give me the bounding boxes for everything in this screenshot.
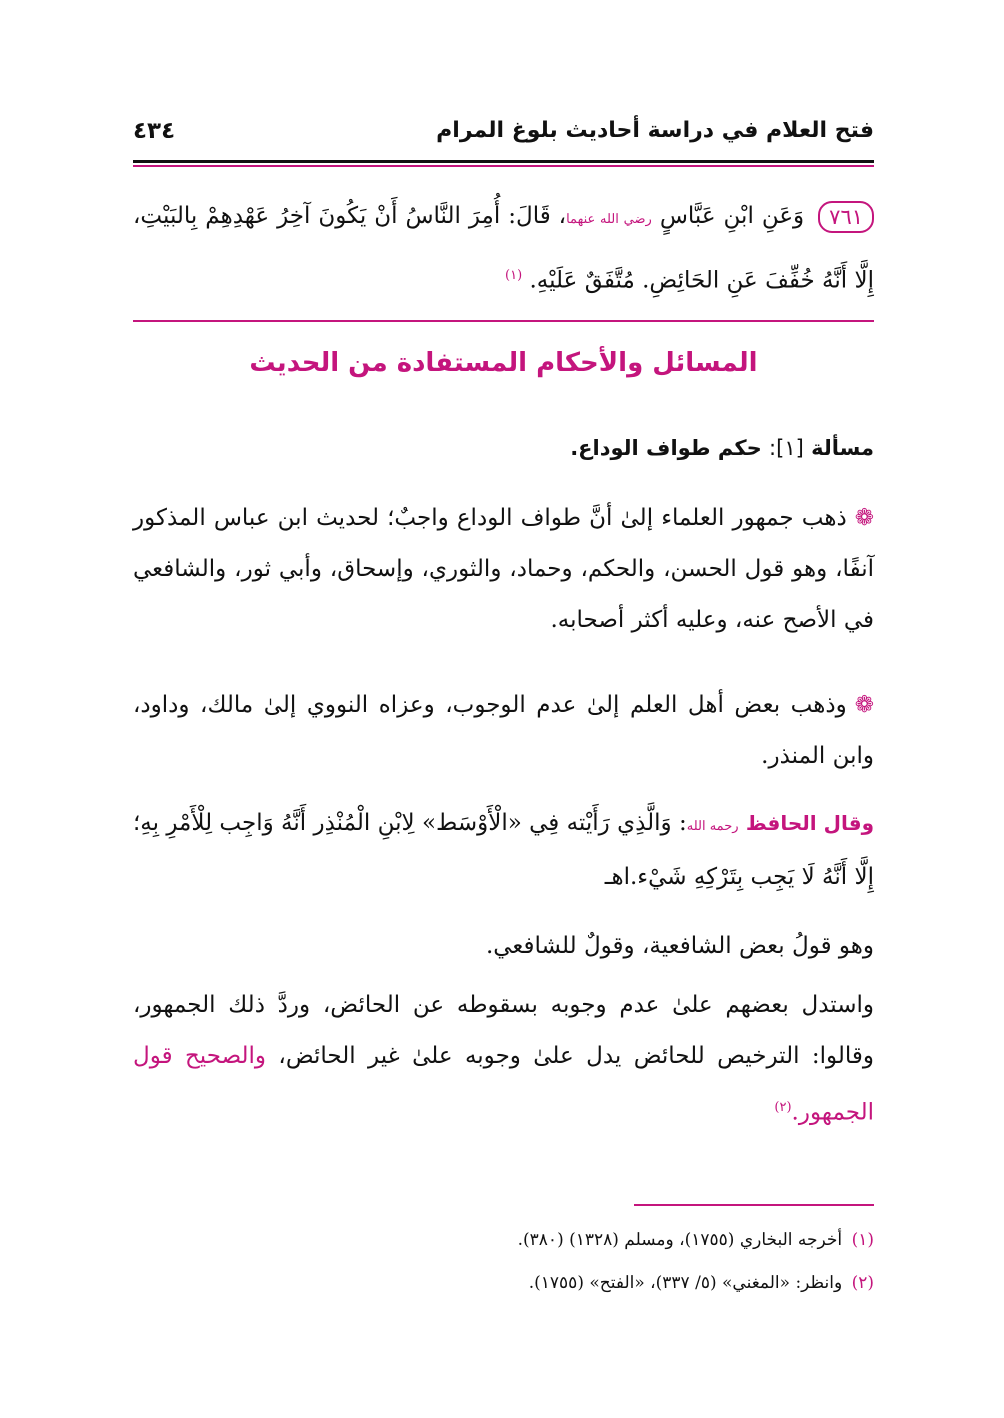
footnote-number: (١) [851,1230,874,1250]
hadith-narrator: وَعَنِ ابْنِ عَبَّاسٍ [659,203,805,229]
issue-number: [١]: [769,436,804,460]
issue-heading [570,436,874,460]
paragraph-shafii: وهو قولُ بعض الشافعية، وقولٌ للشافعي. [485,933,874,959]
hadith-divider [133,320,874,322]
footnote-text: وانظر: «المغني» (٥/ ٣٣٧)، «الفتح» (١٧٥٥). [528,1273,843,1293]
hadith-number-badge: ٧٦١ [818,201,874,233]
footnote-2 [529,1271,874,1295]
conclusion-text: والصحيح قول الجمهور. [133,1043,874,1126]
issue-label: مسألة [811,436,874,460]
page-number: ٤٣٤ [133,118,176,144]
issue-title: حكم طواف الوداع. [570,436,762,460]
footnote-number: (٢) [851,1273,874,1293]
paragraph-text: ذهب جمهور العلماء إلىٰ أنَّ طواف الوداع واجبٌ؛ لحديث ابن عباس المذكور آنفًا، وهو قول الحسن، والحكم، وحماد، والثوري، وإسحاق، وأبي ثور، والشافعي في الأصح عنه، وعليه أكثر أصحابه. [133,505,874,633]
paragraph-majority [133,493,874,646]
section-title: المسائل والأحكام المستفادة من الحديث [249,348,758,378]
footnote-1 [518,1228,874,1252]
running-header [133,118,874,158]
hadith-body: ، قَالَ: أُمِرَ النَّاسُ أَنْ يَكُونَ آخِرُ عَهْدِهِمْ بِالبَيْتِ، إِلَّا أَنَّهُ خُفِّفَ عَنِ الحَائِضِ. مُتَّفَقٌ عَلَيْهِ. [133,203,874,294]
header-rule [133,160,874,163]
quote-label: وقال الحافظ [745,811,875,835]
honorific-seal: رحمه الله [686,819,739,834]
paragraph-text: وذهب بعض أهل العلم إلىٰ عدم الوجوب، وعزاه النووي إلىٰ مالك، وداود، وابن المنذر. [133,692,874,769]
footnote-divider [634,1204,874,1206]
flower-bullet-icon: ❁ [854,505,874,531]
hadith-text [133,188,874,309]
footnote-ref[interactable]: (٢) [774,1100,792,1115]
paragraph-evidence [133,980,874,1139]
flower-bullet-icon: ❁ [854,692,874,718]
quote-text: : وَالَّذِي رَأَيْته فِي «الْأَوْسَط» لِابْنِ الْمُنْذِر أَنَّهُ وَاجِب لِلْأَمْرِ بِهِ؛ إِلَّا أَنَّهُ لَا يَجِب بِتَرْكِهِ شَيْء.اهـ [133,810,874,890]
paragraph-text: واستدل بعضهم علىٰ عدم وجوبه بسقوطه عن الحائض، وردَّ ذلك الجمهور، وقالوا: الترخيص للحائض يدل علىٰ وجوبه علىٰ غير الحائض، [133,992,874,1069]
honorific-seal: رضي الله عنهما [566,212,652,227]
footnote-text: أخرجه البخاري (١٧٥٥)، ومسلم (١٣٢٨) (٣٨٠). [517,1230,843,1250]
paragraph-hafiz-quote [133,798,874,903]
header-rule-accent [133,165,874,167]
paragraph-minority [133,680,874,782]
book-title: فتح العلام في دراسة أحاديث بلوغ المرام [436,118,874,143]
footnote-ref[interactable]: (١) [505,268,523,283]
